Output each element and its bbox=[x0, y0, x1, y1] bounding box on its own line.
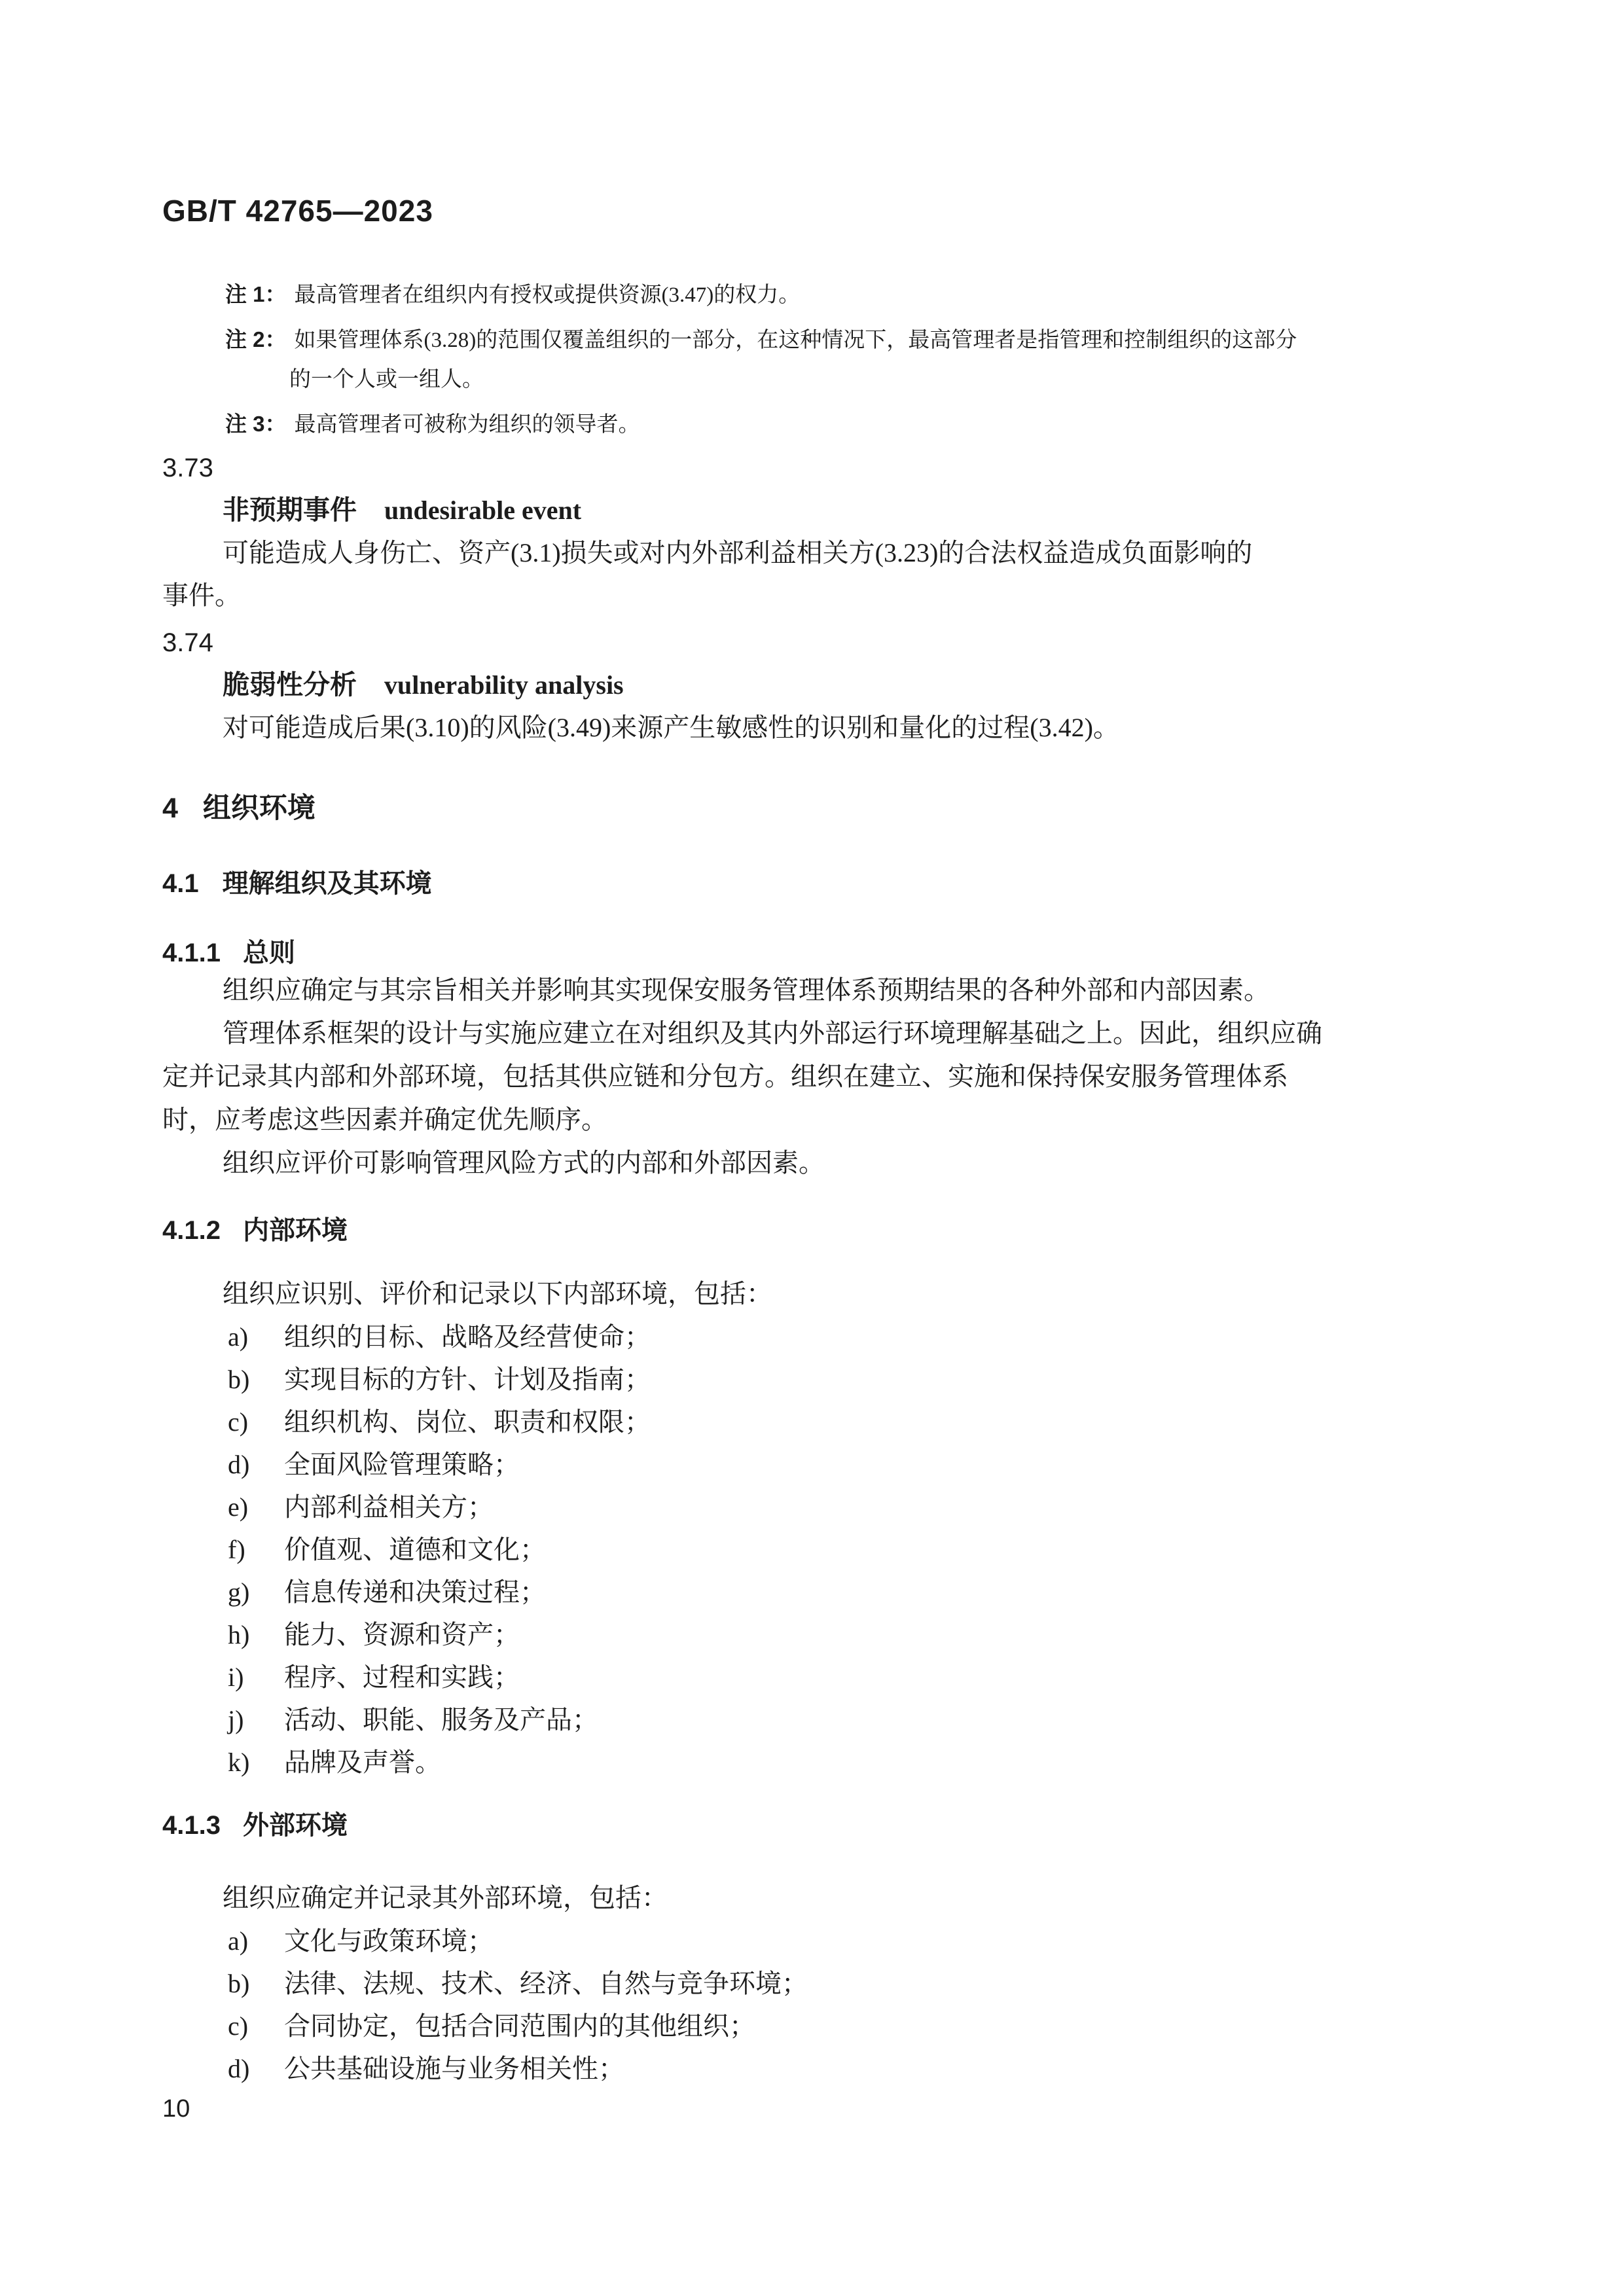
list-item bbox=[228, 1316, 1460, 1358]
list-text: 价值观、道德和文化； bbox=[284, 1535, 546, 1564]
term-chinese: 脆弱性分析 bbox=[223, 670, 357, 700]
term-english: vulnerability analysis bbox=[384, 670, 624, 700]
list-marker: j) bbox=[228, 1705, 244, 1734]
internal-environment-list bbox=[162, 1316, 1460, 1784]
list-marker: c) bbox=[228, 1407, 249, 1437]
list-marker: i) bbox=[228, 1662, 244, 1692]
list-item bbox=[228, 1741, 1460, 1784]
definition-line: 事件。 bbox=[162, 581, 241, 610]
list-text: 能力、资源和资产； bbox=[284, 1620, 520, 1649]
list-marker: f) bbox=[228, 1535, 245, 1564]
definition-line: 可能造成人身伤亡、资产(3.1)损失或对内外部利益相关方(3.23)的合法权益造成负面影响的 bbox=[223, 538, 1253, 567]
clause-number: 3.74 bbox=[162, 628, 213, 657]
term-entry-3-74 bbox=[162, 622, 1460, 749]
list-text: 公共基础设施与业务相关性； bbox=[284, 2054, 624, 2083]
paragraph-line: 定并记录其内部和外部环境，包括其供应链和分包方。组织在建立、实施和保持保安服务管理体系 bbox=[162, 1062, 1288, 1091]
list-text: 实现目标的方针、计划及指南； bbox=[284, 1365, 651, 1394]
term-english: undesirable event bbox=[384, 495, 582, 525]
note-3-text: 最高管理者可被称为组织的领导者。 bbox=[294, 413, 640, 437]
list-item bbox=[228, 2005, 1460, 2047]
section-title: 内部环境 bbox=[242, 1216, 348, 1245]
term-title-line bbox=[223, 489, 1460, 531]
list-text: 全面风险管理策略； bbox=[284, 1450, 520, 1479]
list-item bbox=[228, 1613, 1460, 1656]
paragraph-line: 时，应考虑这些因素并确定优先顺序。 bbox=[162, 1105, 607, 1134]
section-title: 外部环境 bbox=[242, 1811, 348, 1840]
list-item bbox=[228, 1656, 1460, 1698]
list-marker: e) bbox=[228, 1492, 249, 1522]
list-marker: g) bbox=[228, 1577, 250, 1607]
list-item bbox=[228, 1358, 1460, 1401]
list-marker: c) bbox=[228, 2011, 249, 2041]
list-text: 程序、过程和实践； bbox=[284, 1662, 520, 1692]
paragraph: 组织应评价可影响管理风险方式的内部和外部因素。 bbox=[223, 1148, 825, 1177]
chapter-4-heading bbox=[162, 792, 1460, 825]
list-text: 法律、法规、技术、经济、自然与竞争环境； bbox=[284, 1969, 808, 1998]
list-item bbox=[228, 1528, 1460, 1571]
note-2-label: 注 2： bbox=[225, 327, 287, 351]
list-item bbox=[228, 1962, 1460, 2005]
chapter-number: 4 bbox=[162, 793, 178, 824]
section-4-1-2-heading bbox=[162, 1215, 1460, 1246]
list-item bbox=[228, 1443, 1460, 1486]
paragraph: 组织应确定与其宗旨相关并影响其实现保安服务管理体系预期结果的各种外部和内部因素。 bbox=[223, 975, 1270, 1005]
clause-number: 3.73 bbox=[162, 454, 213, 482]
list-marker: b) bbox=[228, 1365, 250, 1394]
section-title: 理解组织及其环境 bbox=[222, 869, 432, 898]
list-text: 文化与政策环境； bbox=[284, 1926, 494, 1956]
list-marker: b) bbox=[228, 1969, 250, 1998]
section-number: 4.1.3 bbox=[162, 1811, 221, 1840]
section-title: 总则 bbox=[242, 939, 295, 967]
list-intro: 组织应识别、评价和记录以下内部环境，包括： bbox=[223, 1279, 772, 1308]
section-4-1-3-heading bbox=[162, 1810, 1460, 1841]
paragraph-line: 管理体系框架的设计与实施应建立在对组织及其内外部运行环境理解基础之上。因此，组织应确 bbox=[223, 1018, 1322, 1048]
list-text: 组织机构、岗位、职责和权限； bbox=[284, 1407, 651, 1437]
list-item bbox=[228, 2047, 1460, 2090]
external-environment-list bbox=[162, 1920, 1460, 2090]
section-number: 4.1.1 bbox=[162, 939, 221, 967]
term-chinese: 非预期事件 bbox=[223, 495, 357, 525]
section-4-1-heading bbox=[162, 868, 1460, 899]
list-marker: d) bbox=[228, 2054, 250, 2083]
note-1 bbox=[225, 275, 1460, 315]
note-2-text-line-1: 如果管理体系(3.28)的范围仅覆盖组织的一部分，在这种情况下，最高管理者是指管理和控制组织的这部分 bbox=[294, 329, 1297, 352]
list-item bbox=[228, 1920, 1460, 1962]
note-1-text: 最高管理者在组织内有授权或提供资源(3.47)的权力。 bbox=[294, 283, 801, 307]
list-item bbox=[228, 1571, 1460, 1613]
note-2-line-1 bbox=[225, 320, 1460, 360]
notes-block bbox=[225, 275, 1460, 444]
list-text: 品牌及声誉。 bbox=[284, 1748, 441, 1777]
section-4-1-1-heading bbox=[162, 937, 1460, 969]
list-item bbox=[228, 1486, 1460, 1528]
doc-code-header: GB/T 42765—2023 bbox=[162, 194, 433, 228]
list-text: 活动、职能、服务及产品； bbox=[284, 1705, 598, 1734]
list-marker: a) bbox=[228, 1926, 249, 1956]
page-number: 10 bbox=[162, 2095, 190, 2123]
definition-line: 对可能造成后果(3.10)的风险(3.49)来源产生敏感性的识别和量化的过程(3.42)。 bbox=[223, 713, 1119, 742]
list-item bbox=[228, 1698, 1460, 1741]
note-2-line-2: 的一个人或一组人。 bbox=[289, 368, 484, 391]
list-text: 信息传递和决策过程； bbox=[284, 1577, 546, 1607]
note-3 bbox=[225, 404, 1460, 444]
term-entry-3-73 bbox=[162, 447, 1460, 617]
list-text: 合同协定，包括合同范围内的其他组织； bbox=[284, 2011, 755, 2041]
list-marker: a) bbox=[228, 1322, 249, 1352]
list-item bbox=[228, 1401, 1460, 1443]
list-marker: k) bbox=[228, 1748, 250, 1777]
note-3-label: 注 3： bbox=[225, 412, 287, 436]
term-title-line bbox=[223, 664, 1460, 706]
list-text: 组织的目标、战略及经营使命； bbox=[284, 1322, 651, 1352]
note-1-label: 注 1： bbox=[225, 282, 287, 306]
list-text: 内部利益相关方； bbox=[284, 1492, 494, 1522]
list-intro: 组织应确定并记录其外部环境，包括： bbox=[223, 1883, 668, 1912]
list-marker: h) bbox=[228, 1620, 250, 1649]
list-marker: d) bbox=[228, 1450, 250, 1479]
section-number: 4.1 bbox=[162, 869, 199, 898]
section-number: 4.1.2 bbox=[162, 1216, 221, 1245]
chapter-title: 组织环境 bbox=[202, 793, 316, 824]
